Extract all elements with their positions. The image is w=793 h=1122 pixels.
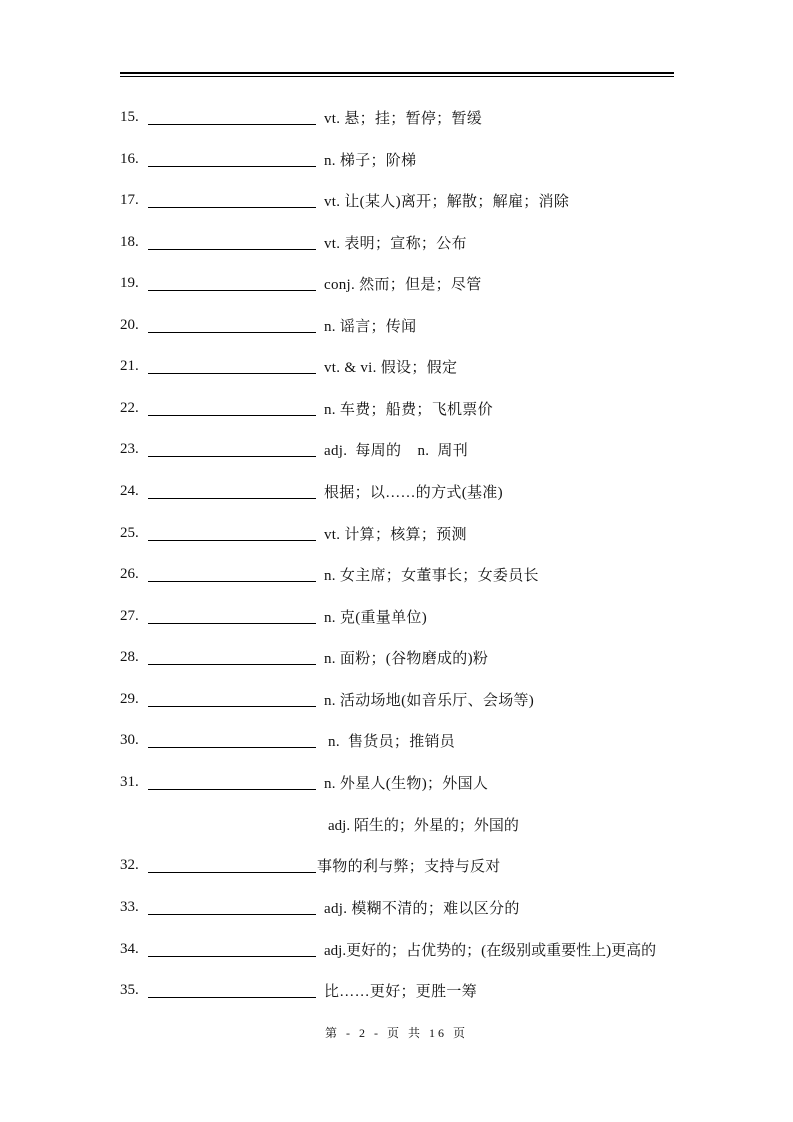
answer-blank[interactable] bbox=[148, 234, 316, 250]
item-number: 22. bbox=[120, 399, 139, 416]
vocab-row-35 bbox=[120, 978, 720, 1002]
definition: n. 克(重量单位) bbox=[324, 609, 427, 626]
item-number: 18. bbox=[120, 233, 139, 250]
answer-blank[interactable] bbox=[148, 192, 316, 208]
vocab-row-16 bbox=[120, 147, 720, 171]
definition: vt. 计算；核算；预测 bbox=[324, 526, 467, 543]
vocab-row-32 bbox=[120, 853, 720, 877]
vocab-row-18 bbox=[120, 230, 720, 254]
item-number: 23. bbox=[120, 440, 139, 457]
definition: n. 梯子；阶梯 bbox=[324, 152, 417, 169]
vocab-row-25 bbox=[120, 521, 720, 545]
page-footer: 第 - 2 - 页 共 16 页 bbox=[325, 1026, 468, 1040]
definition: n. 售货员；推销员 bbox=[324, 733, 456, 750]
vocab-row-26 bbox=[120, 562, 720, 586]
definition: vt. & vi. 假设；假定 bbox=[324, 359, 458, 376]
definition: 事物的利与弊；支持与反对 bbox=[317, 858, 501, 875]
answer-blank[interactable] bbox=[148, 774, 316, 790]
answer-blank[interactable] bbox=[148, 441, 316, 457]
vocab-row-20 bbox=[120, 313, 720, 337]
item-number: 32. bbox=[120, 856, 139, 873]
vocab-row-34 bbox=[120, 937, 720, 961]
item-number: 24. bbox=[120, 482, 139, 499]
answer-blank[interactable] bbox=[148, 400, 316, 416]
item-number: 27. bbox=[120, 607, 139, 624]
answer-blank[interactable] bbox=[148, 525, 316, 541]
answer-blank[interactable] bbox=[148, 649, 316, 665]
item-number: 21. bbox=[120, 357, 139, 374]
header-rule-thin bbox=[120, 76, 674, 77]
answer-blank[interactable] bbox=[148, 109, 316, 125]
item-number: 35. bbox=[120, 981, 139, 998]
vocab-row-31-adj-definition: adj. 陌生的；外星的；外国的 bbox=[328, 817, 519, 834]
item-number: 25. bbox=[120, 524, 139, 541]
item-number: 30. bbox=[120, 731, 139, 748]
answer-blank[interactable] bbox=[148, 151, 316, 167]
item-number: 20. bbox=[120, 316, 139, 333]
definition: n. 女主席；女董事长；女委员长 bbox=[324, 567, 539, 584]
item-number: 16. bbox=[120, 150, 139, 167]
answer-blank[interactable] bbox=[148, 317, 316, 333]
item-number: 15. bbox=[120, 108, 139, 125]
definition: vt. 悬；挂；暂停；暂缓 bbox=[324, 110, 483, 127]
answer-blank[interactable] bbox=[148, 899, 316, 915]
definition: n. 外星人(生物)；外国人 bbox=[324, 775, 489, 792]
definition: n. 活动场地(如音乐厅、会场等) bbox=[324, 692, 535, 709]
vocab-row-24 bbox=[120, 479, 720, 503]
item-number: 26. bbox=[120, 565, 139, 582]
definition: adj.更好的；占优势的；(在级别或重要性上)更高的 bbox=[324, 942, 657, 959]
vocab-row-15 bbox=[120, 105, 720, 129]
answer-blank[interactable] bbox=[148, 483, 316, 499]
item-number: 19. bbox=[120, 274, 139, 291]
vocab-row-17 bbox=[120, 188, 720, 212]
definition: vt. 让(某人)离开；解散；解雇；消除 bbox=[324, 193, 570, 210]
vocab-row-23 bbox=[120, 437, 720, 461]
vocab-row-31 bbox=[120, 770, 720, 794]
item-number: 17. bbox=[120, 191, 139, 208]
answer-blank[interactable] bbox=[148, 275, 316, 291]
vocab-row-28 bbox=[120, 645, 720, 669]
answer-blank[interactable] bbox=[148, 941, 316, 957]
answer-blank[interactable] bbox=[148, 982, 316, 998]
answer-blank[interactable] bbox=[148, 566, 316, 582]
answer-blank[interactable] bbox=[148, 358, 316, 374]
vocab-row-27 bbox=[120, 604, 720, 628]
answer-blank[interactable] bbox=[148, 691, 316, 707]
definition: n. 面粉；(谷物磨成的)粉 bbox=[324, 650, 489, 667]
item-number: 31. bbox=[120, 773, 139, 790]
vocab-row-33 bbox=[120, 895, 720, 919]
definition: 比……更好；更胜一筹 bbox=[324, 983, 478, 1000]
answer-blank[interactable] bbox=[148, 732, 316, 748]
item-number: 33. bbox=[120, 898, 139, 915]
vocab-row-21 bbox=[120, 354, 720, 378]
definition: adj. 模糊不清的；难以区分的 bbox=[324, 900, 520, 917]
vocab-row-30 bbox=[120, 728, 720, 752]
answer-blank[interactable] bbox=[148, 857, 316, 873]
definition: n. 谣言；传闻 bbox=[324, 318, 417, 335]
header-rule-thick bbox=[120, 72, 674, 74]
definition: vt. 表明；宣称；公布 bbox=[324, 235, 467, 252]
item-number: 29. bbox=[120, 690, 139, 707]
definition: adj. 每周的 n. 周刊 bbox=[324, 442, 469, 459]
definition: n. 车费；船费；飞机票价 bbox=[324, 401, 493, 418]
definition: conj. 然而；但是；尽管 bbox=[324, 276, 482, 293]
item-number: 28. bbox=[120, 648, 139, 665]
definition: 根据；以……的方式(基准) bbox=[324, 484, 503, 501]
answer-blank[interactable] bbox=[148, 608, 316, 624]
vocab-row-22 bbox=[120, 396, 720, 420]
vocab-row-29 bbox=[120, 687, 720, 711]
item-number: 34. bbox=[120, 940, 139, 957]
vocab-row-19 bbox=[120, 271, 720, 295]
